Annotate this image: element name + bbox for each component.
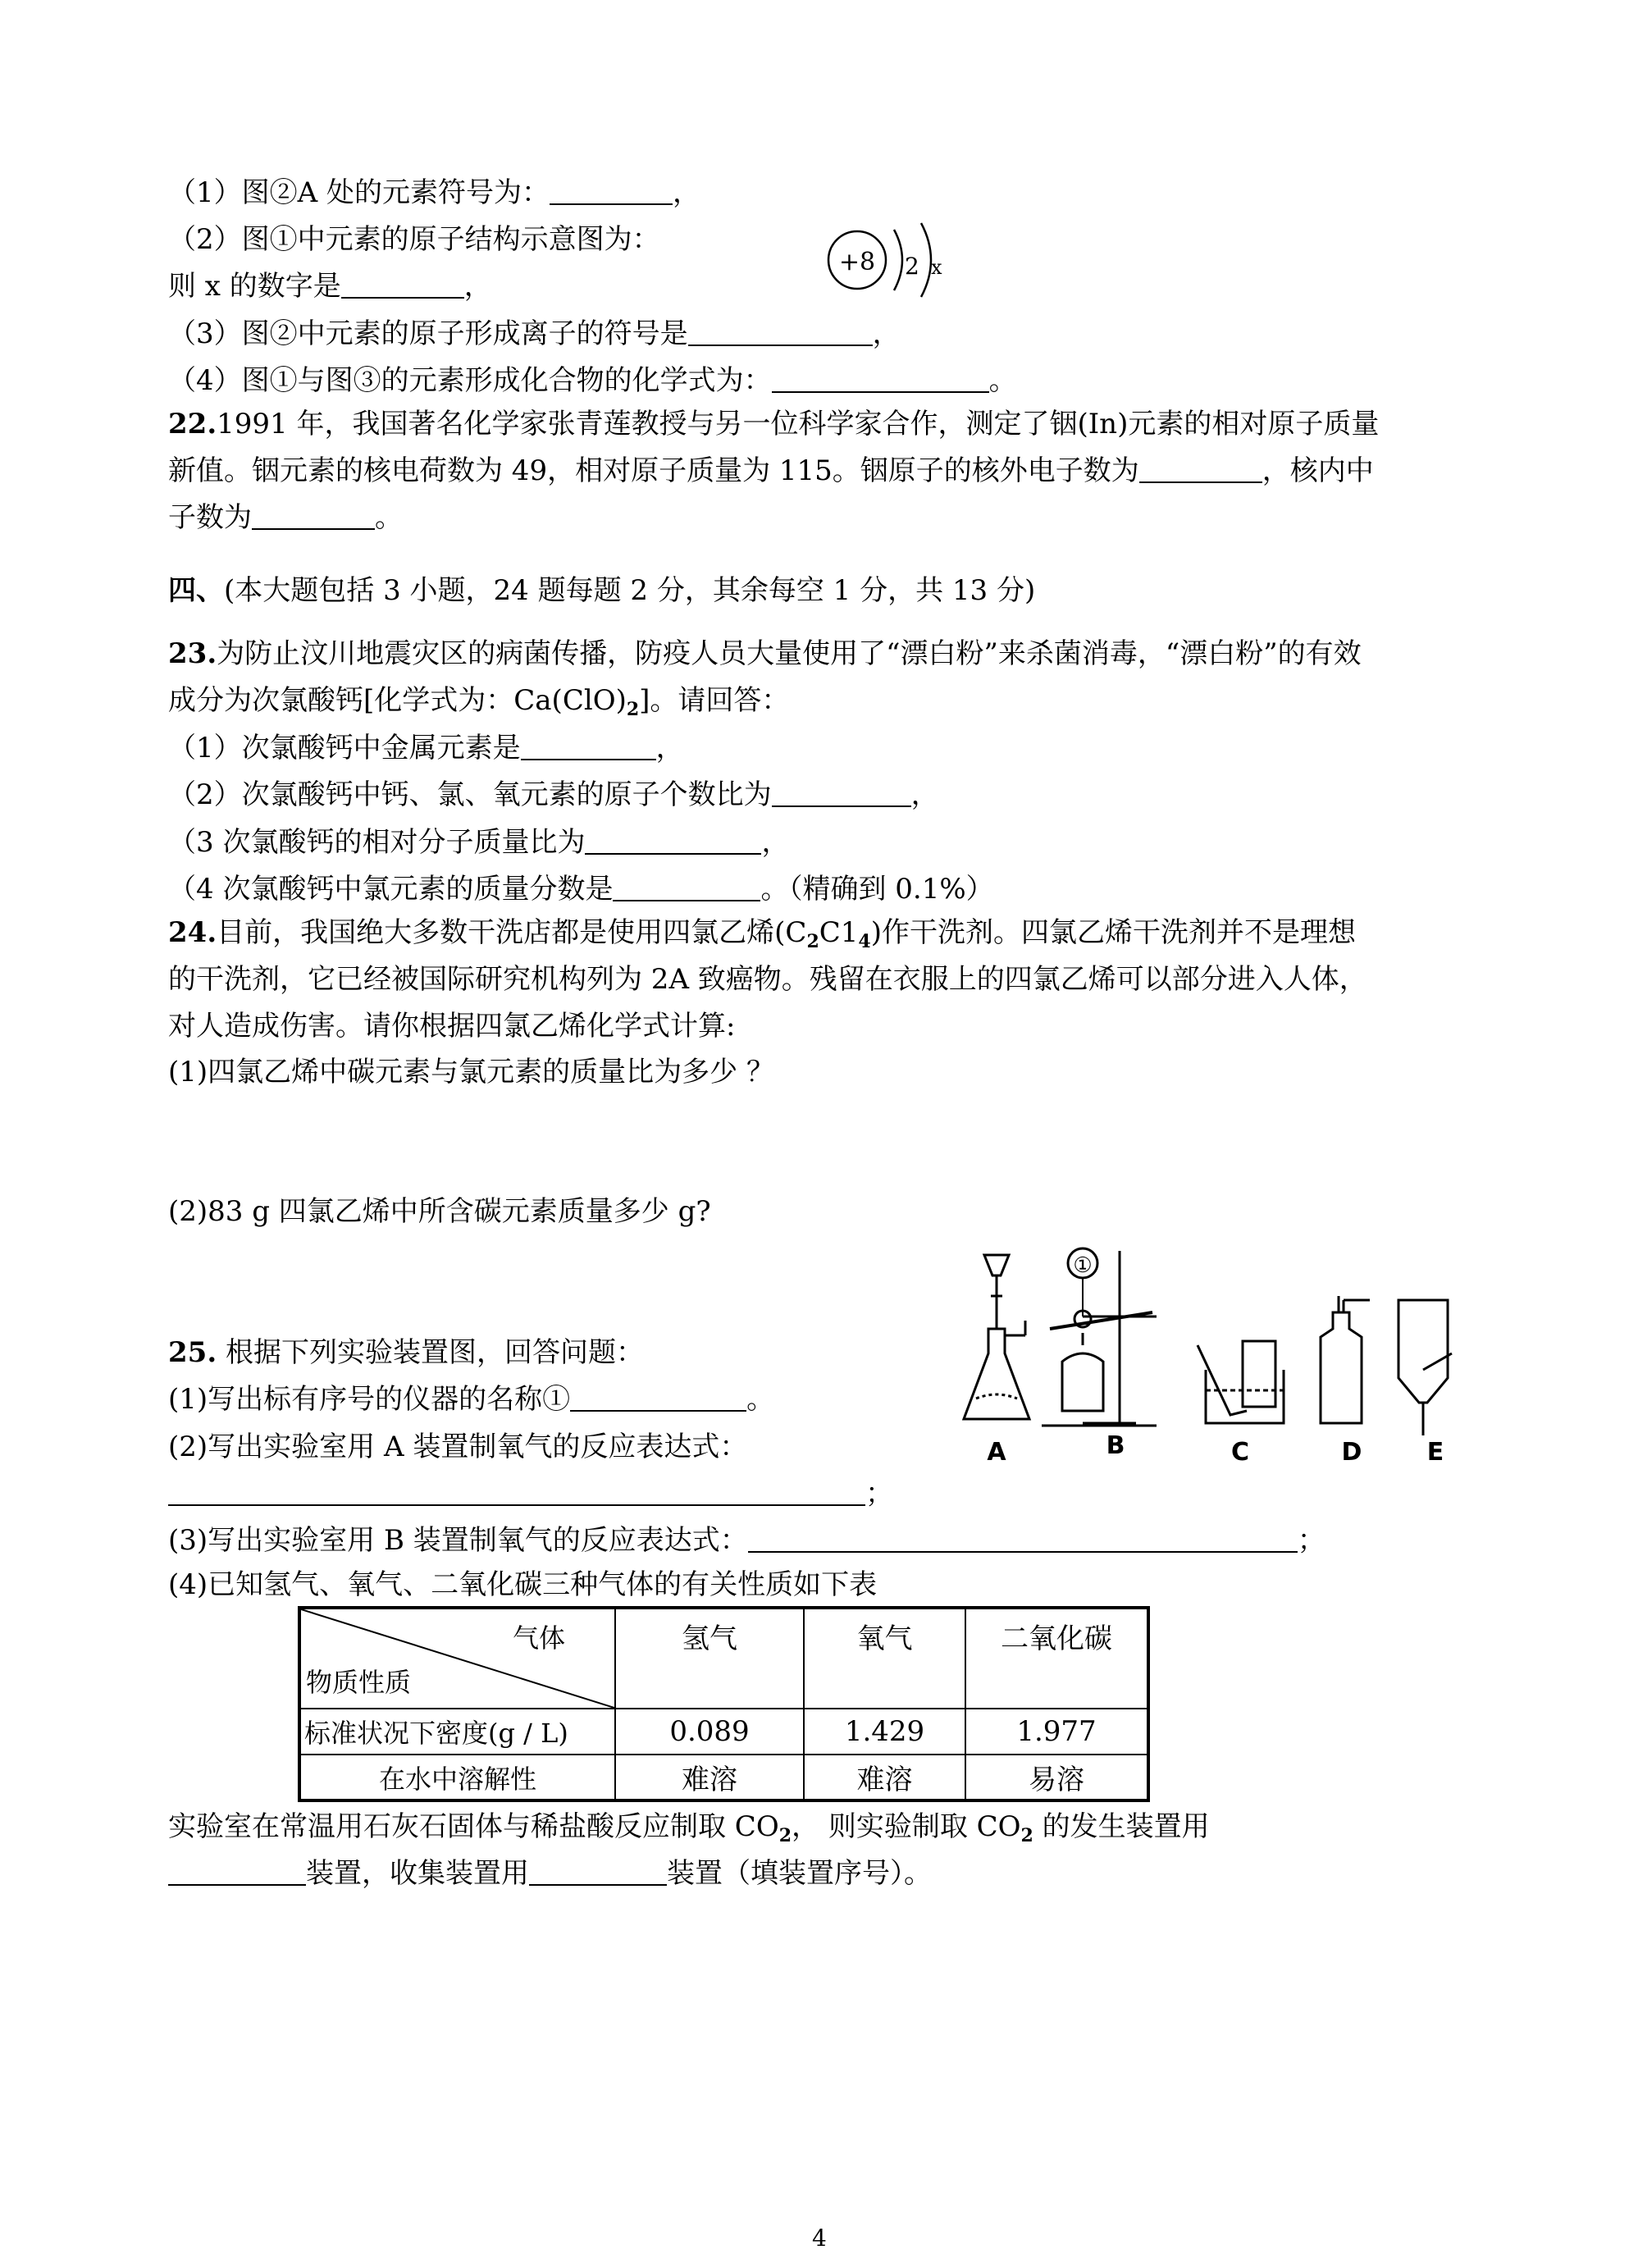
table-row-label: 标准状况下密度(g / L)	[299, 1709, 615, 1755]
question-line-2: （2）图①中元素的原子结构示意图为：	[168, 223, 660, 256]
q25-part-2: (2)写出实验室用 A 装置制氧气的反应表达式：	[168, 1431, 748, 1463]
q25-part-2-answer: ；	[168, 1476, 893, 1512]
atom-shell-2: x	[931, 256, 942, 279]
table-header-cell: 氢气	[615, 1608, 804, 1709]
q24-line-3: 对人造成伤害。请你根据四氯乙烯化学式计算:	[168, 1010, 736, 1043]
atom-shell-1: 2	[905, 253, 919, 280]
q23-sub-3: （3 次氯酸钙的相对分子质量比为 ，	[168, 826, 790, 859]
apparatus-label-b: B	[1106, 1431, 1125, 1460]
q24-line-1: 24.目前，我国绝大多数干洗店都是使用四氯乙烯$(C_2C1_4)$作干洗剂。四氯乙烯干洗剂并不是理想	[168, 916, 1356, 952]
table-corner-cell	[299, 1608, 615, 1709]
table-header-row	[299, 1608, 1148, 1709]
q23-sub-1: （1）次氯酸钙中金属元素是 ，	[168, 732, 684, 764]
lab-apparatus-illustration	[960, 1239, 1485, 1476]
section-4-heading: 四、(本大题包括 3 小题，24 题每题 2 分，其余每空 1 分，共 13 分)	[168, 574, 1036, 607]
atom-nucleus-charge: +8	[838, 248, 876, 276]
apparatus-label-c: C	[1230, 1438, 1250, 1467]
q25-part-3: (3)写出实验室用 B 装置制氧气的反应表达式： ；	[168, 1524, 1325, 1557]
answer-blank[interactable]	[570, 1382, 746, 1412]
page-number: 4	[812, 2225, 827, 2252]
table-row	[299, 1755, 1148, 1800]
table-cell: 1.977	[965, 1709, 1148, 1755]
table-cell: 1.429	[804, 1709, 965, 1755]
question-line-1: （1）图②A 处的元素符号为： ，	[168, 176, 700, 209]
question-line-5: （4）图①与图③的元素形成化合物的化学式为： 。	[168, 364, 1017, 397]
q23-line-1: 23.为防止汶川地震灾区的病菌传播，防疫人员大量使用了“漂白粉”来杀菌消毒，“漂白粉”的有效	[168, 637, 1362, 670]
q24-part-1: (1)四氯乙烯中碳元素与氯元素的质量比为多少 ？	[168, 1056, 774, 1088]
q22-line-1: 22.1991 年，我国著名化学家张青莲教授与另一位科学家合作，测定了铟(In)元素的相对原子质量	[168, 408, 1380, 440]
table-corner-bottom: 物质性质	[306, 1667, 412, 1698]
gas-properties-table	[298, 1606, 1150, 1802]
table-row	[299, 1709, 1148, 1755]
q23-sub-2: （2）次氯酸钙中钙、氯、氧元素的原子个数比为 ，	[168, 778, 939, 811]
answer-blank[interactable]	[613, 872, 760, 901]
question-line-4: （3）图②中元素的原子形成离子的符号是 ，	[168, 317, 901, 350]
answer-blank[interactable]	[252, 500, 375, 530]
q22-line-2: 新值。铟元素的核电荷数为 49，相对原子质量为 115。铟原子的核外电子数为 ，核内中	[168, 454, 1374, 487]
answer-blank[interactable]	[168, 1856, 306, 1886]
answer-blank[interactable]	[772, 363, 989, 393]
table-corner-top: 气体	[512, 1622, 565, 1654]
q23-sub-4: （4 次氯酸钙中氯元素的质量分数是 。（精确到 0.1%）	[168, 873, 994, 906]
q25-line-1: 25. 根据下列实验装置图，回答问题：	[168, 1336, 644, 1369]
q25-after-table-2: 装置，收集装置用 装置（填装置序号）。	[168, 1855, 932, 1892]
q23-line-2: 成分为次氯酸钙[化学式为：$Ca(ClO)_2$]。请回答：	[168, 684, 790, 720]
answer-blank[interactable]	[748, 1523, 1298, 1553]
answer-blank[interactable]	[585, 825, 761, 855]
q25-part-4: (4)已知氢气、氧气、二氧化碳三种气体的有关性质如下表	[168, 1568, 878, 1601]
q24-line-2: 的干洗剂，它已经被国际研究机构列为 2A 致癌物。残留在衣服上的四氯乙烯可以部分进入人体，	[168, 963, 1367, 996]
apparatus-label-d: D	[1341, 1438, 1362, 1467]
apparatus-label-a: A	[987, 1438, 1006, 1467]
answer-blank[interactable]	[529, 1856, 667, 1886]
question-line-3: 则 x 的数字是 ，	[168, 270, 492, 303]
answer-blank[interactable]	[341, 269, 464, 299]
table-cell: 难溶	[615, 1755, 804, 1800]
answer-blank[interactable]	[168, 1476, 865, 1506]
table-header-cell: 二氧化碳	[965, 1608, 1148, 1709]
answer-blank[interactable]	[521, 731, 656, 760]
q25-part-1: (1)写出标有序号的仪器的名称① 。	[168, 1383, 775, 1416]
answer-blank[interactable]	[550, 176, 673, 205]
table-cell: 0.089	[615, 1709, 804, 1755]
q22-line-3: 子数为 。	[168, 501, 403, 534]
q24-part-2: (2)83 g 四氯乙烯中所含碳元素质量多少 g?	[168, 1195, 711, 1228]
apparatus-mark-1: ①	[1073, 1253, 1093, 1278]
answer-blank[interactable]	[1139, 454, 1262, 483]
atom-structure-diagram	[816, 215, 968, 305]
table-cell: 难溶	[804, 1755, 965, 1800]
answer-blank[interactable]	[772, 778, 911, 807]
table-header-cell: 氧气	[804, 1608, 965, 1709]
table-row-label: 在水中溶解性	[299, 1755, 615, 1800]
q25-after-table-1: 实验室在常温用石灰石固体与稀盐酸反应制取 $CO_2$， 则实验制取 $CO_2$ 的发生装置用	[168, 1810, 1210, 1846]
apparatus-label-e: E	[1426, 1438, 1444, 1467]
table-cell: 易溶	[965, 1755, 1148, 1800]
answer-blank[interactable]	[688, 317, 873, 346]
